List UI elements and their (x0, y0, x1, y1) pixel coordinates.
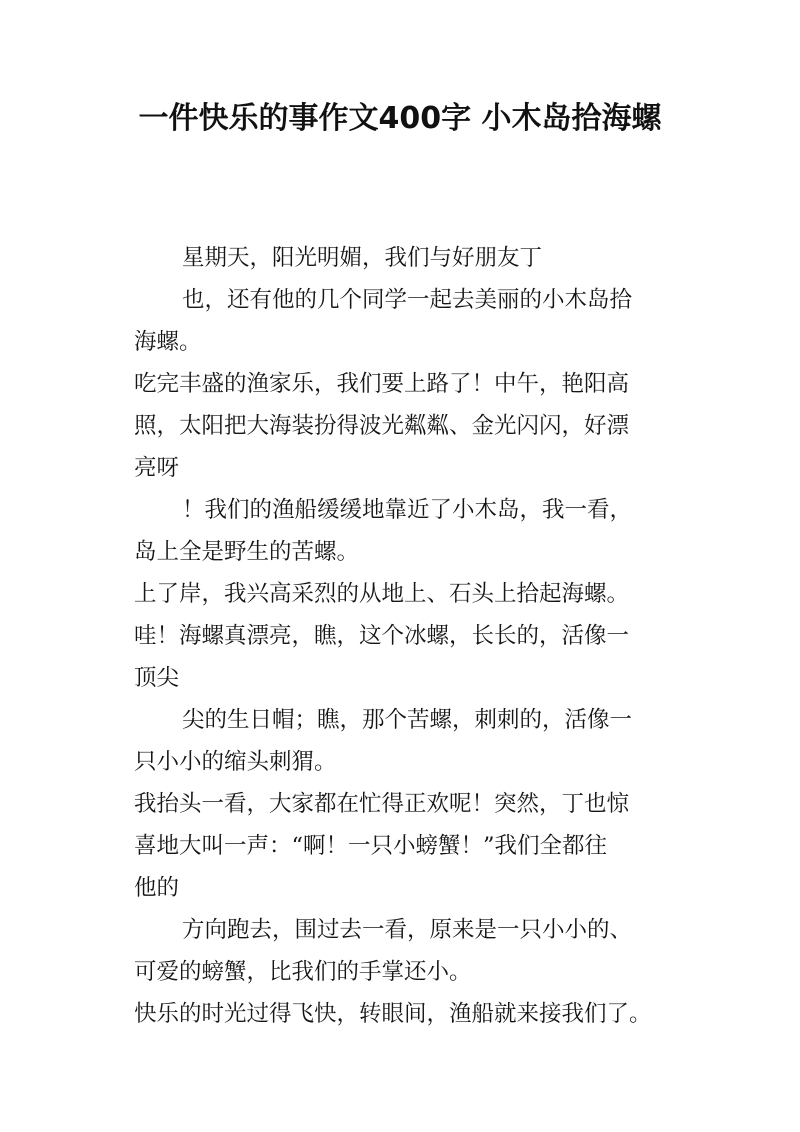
body-line: 我抬头一看，大家都在忙得正欢呢！突然，丁也惊 (134, 791, 630, 817)
body-line: 喜地大叫一声：“啊！一只小螃蟹！”我们全都往 (134, 833, 608, 859)
body-line: ！我们的渔船缓缓地靠近了小木岛，我一看， (182, 497, 633, 523)
body-line: 上了岸，我兴高采烈的从地上、石头上拾起海螺。 (134, 581, 630, 607)
body-line: 吃完丰盛的渔家乐，我们要上路了！中午，艳阳高 (134, 371, 630, 397)
body-line: 照，太阳把大海装扮得波光粼粼、金光闪闪，好漂 (134, 413, 630, 439)
document-body (134, 237, 694, 1035)
body-line: 海螺。 (134, 329, 202, 355)
body-line: 星期天，阳光明媚，我们与好朋友丁 (182, 245, 543, 271)
body-line: 也，还有他的几个同学一起去美丽的小木岛拾 (182, 287, 633, 313)
body-line: 亮呀 (134, 455, 180, 481)
body-line: 哇！海螺真漂亮，瞧，这个冰螺，长长的，活像一 (134, 623, 630, 649)
body-line: 岛上全是野生的苦螺。 (134, 539, 360, 565)
body-line: 方向跑去，围过去一看，原来是一只小小的、 (182, 917, 633, 943)
document-title: 一件快乐的事作文400字 小木岛拾海螺 (138, 101, 662, 136)
body-line: 可爱的螃蟹，比我们的手掌还小。 (134, 959, 472, 985)
body-line: 尖的生日帽；瞧，那个苦螺，刺刺的，活像一 (182, 707, 633, 733)
body-line: 顶尖 (134, 665, 180, 691)
body-line: 只小小的缩头刺猬。 (134, 749, 337, 775)
body-line: 他的 (134, 875, 180, 901)
body-line: 快乐的时光过得飞快，转眼间，渔船就来接我们了。 (134, 1001, 652, 1027)
